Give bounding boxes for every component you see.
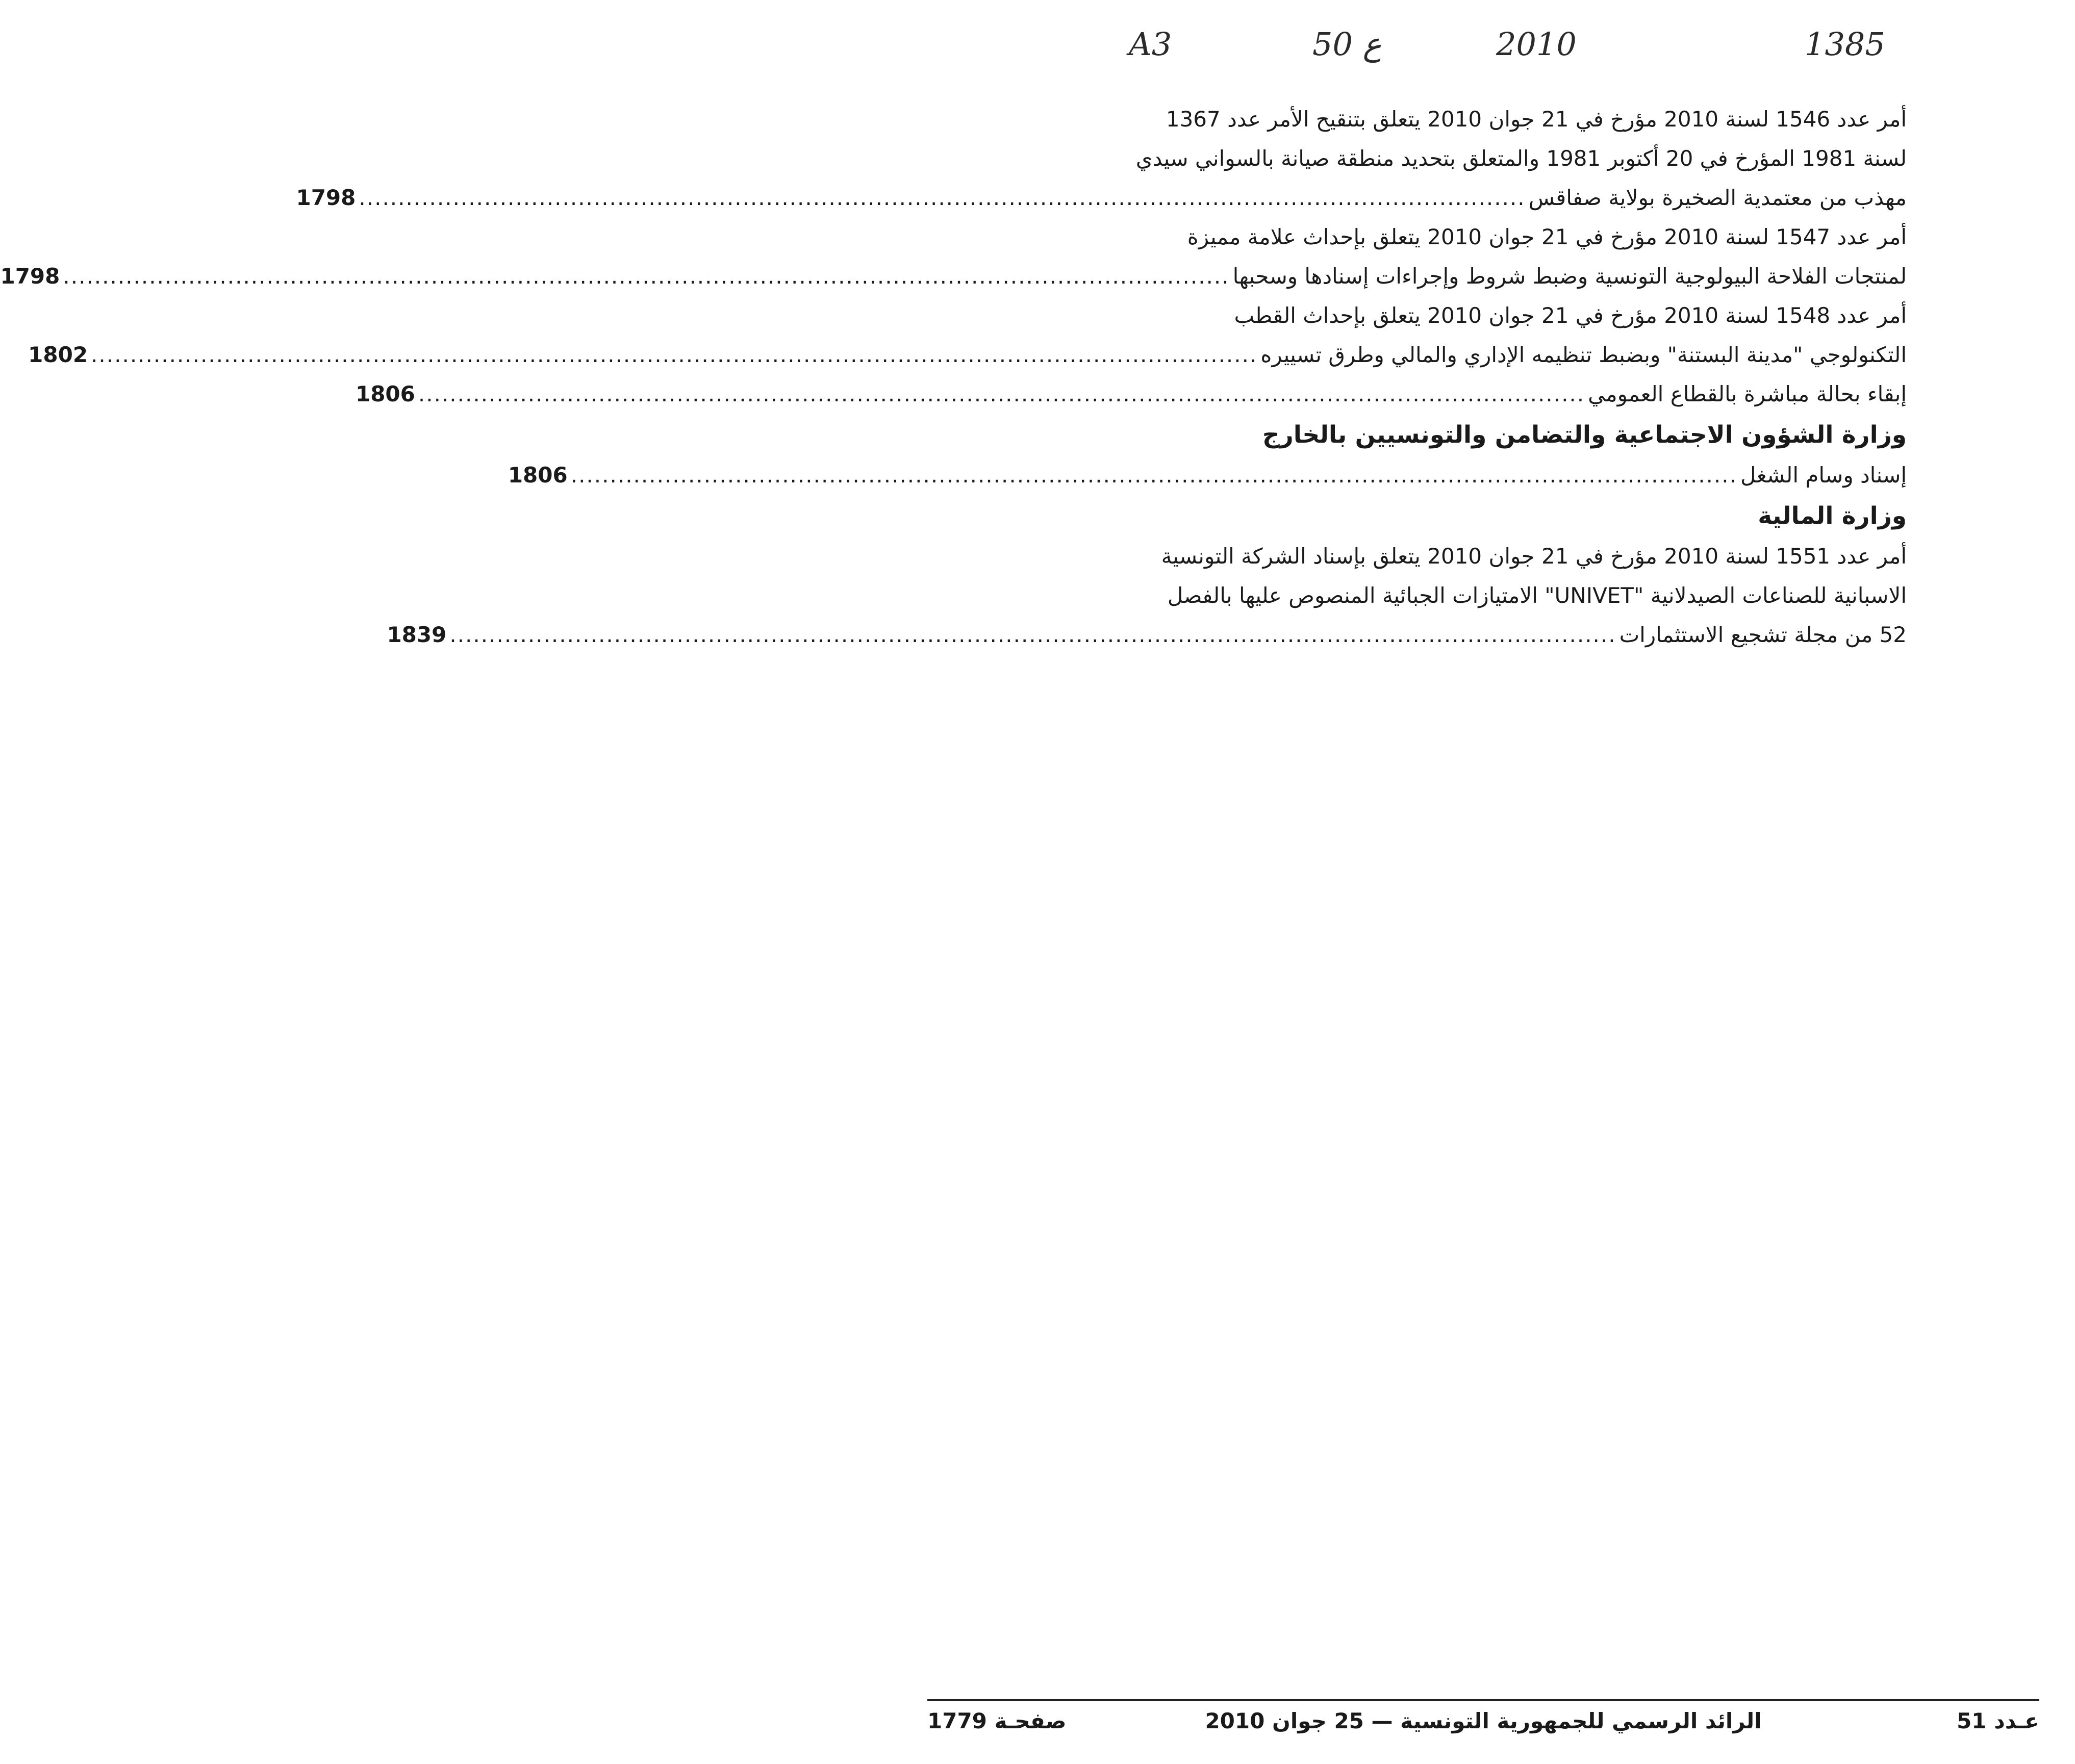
dot-leader: ..................................................................................................................................................... bbox=[63, 264, 1230, 289]
footer-issue-number: عـدد 51 bbox=[1957, 1708, 2039, 1733]
entry-text: 52 من مجلة تشجيع الاستثمارات bbox=[1619, 622, 1907, 647]
page-number: 1802 bbox=[28, 342, 88, 367]
page-number: 1839 bbox=[387, 622, 447, 647]
dot-leader: ..................................................................................................................................................... bbox=[359, 185, 1526, 210]
toc-entry-decree-1548[interactable] bbox=[28, 296, 1907, 374]
entry-last-line bbox=[296, 178, 1907, 217]
entry-last-line bbox=[0, 257, 1907, 296]
dot-leader: ..................................................................................................................................................... bbox=[570, 463, 1737, 488]
dot-leader: ..................................................................................................................................................... bbox=[418, 381, 1585, 406]
entry-line: أمر عدد 1548 لسنة 2010 مؤرخ في 21 جوان 2010 يتعلق بإحداث القطب bbox=[1234, 303, 1907, 328]
page-number: 1806 bbox=[355, 381, 415, 406]
toc-entry-decree-1551[interactable] bbox=[387, 536, 1907, 654]
handwritten-note: A3 bbox=[1129, 25, 1172, 63]
entry-line: أمر عدد 1547 لسنة 2010 مؤرخ في 21 جوان 2010 يتعلق بإحداث علامة مميزة bbox=[1187, 224, 1907, 249]
dot-leader: ..................................................................................................................................................... bbox=[449, 622, 1616, 647]
entry-line: الاسبانية للصناعات الصيدلانية "UNIVET" الامتيازات الجبائية المنصوص عليها بالفصل bbox=[1167, 583, 1907, 608]
handwritten-note: 1385 bbox=[1805, 25, 1885, 63]
page-footer bbox=[927, 1708, 2039, 1739]
page-number: 1798 bbox=[0, 264, 60, 289]
entry-last-line bbox=[28, 335, 1907, 374]
entry-line: أمر عدد 1546 لسنة 2010 مؤرخ في 21 جوان 2010 يتعلق بتنقيح الأمر عدد 1367 bbox=[1166, 107, 1907, 132]
page-number: 1798 bbox=[296, 185, 356, 210]
entry-text: مهذب من معتمدية الصخيرة بولاية صفاقس bbox=[1528, 185, 1907, 210]
footer-journal-title: الرائد الرسمي للجمهورية التونسية — 25 جوان 2010 bbox=[1205, 1708, 1762, 1733]
handwritten-note: ع 50 bbox=[1312, 25, 1382, 63]
toc-entry-public-sector[interactable] bbox=[355, 374, 1907, 414]
entry-line: لسنة 1981 المؤرخ في 20 أكتوبر 1981 والمتعلق بتحديد منطقة صيانة بالسواني سيدي bbox=[1135, 146, 1907, 171]
entry-last-line bbox=[387, 615, 1907, 654]
toc-entry-labor-medal[interactable] bbox=[508, 455, 1907, 495]
entry-text: لمنتجات الفلاحة البيولوجية التونسية وضبط شروط وإجراءات إسنادها وسحبها bbox=[1232, 264, 1907, 289]
footer-page-number: صفحـة 1779 bbox=[927, 1708, 1067, 1733]
section-title-social-affairs: وزارة الشؤون الاجتماعية والتضامن والتونسيين بالخارج bbox=[1262, 421, 1907, 449]
entry-line: أمر عدد 1551 لسنة 2010 مؤرخ في 21 جوان 2010 يتعلق بإسناد الشركة التونسية bbox=[1161, 544, 1907, 569]
footer-divider bbox=[927, 1699, 2039, 1701]
toc-entry-decree-1546[interactable] bbox=[296, 99, 1907, 217]
entry-text: إبقاء بحالة مباشرة بالقطاع العمومي bbox=[1588, 381, 1907, 406]
handwritten-note: 2010 bbox=[1496, 25, 1577, 63]
toc-entry-decree-1547[interactable] bbox=[0, 217, 1907, 296]
entry-last-line bbox=[508, 455, 1907, 495]
table-of-contents bbox=[0, 99, 1907, 654]
entry-last-line bbox=[355, 374, 1907, 414]
page-number: 1806 bbox=[508, 463, 568, 488]
dot-leader: ..................................................................................................................................................... bbox=[91, 342, 1258, 367]
section-title-finance: وزارة المالية bbox=[1758, 502, 1907, 530]
handwritten-annotations bbox=[851, 20, 2075, 82]
entry-text: التكنولوجي "مدينة البستنة" وبضبط تنظيمه الإداري والمالي وطرق تسييره bbox=[1260, 342, 1907, 367]
entry-text: إسناد وسام الشغل bbox=[1740, 463, 1907, 488]
